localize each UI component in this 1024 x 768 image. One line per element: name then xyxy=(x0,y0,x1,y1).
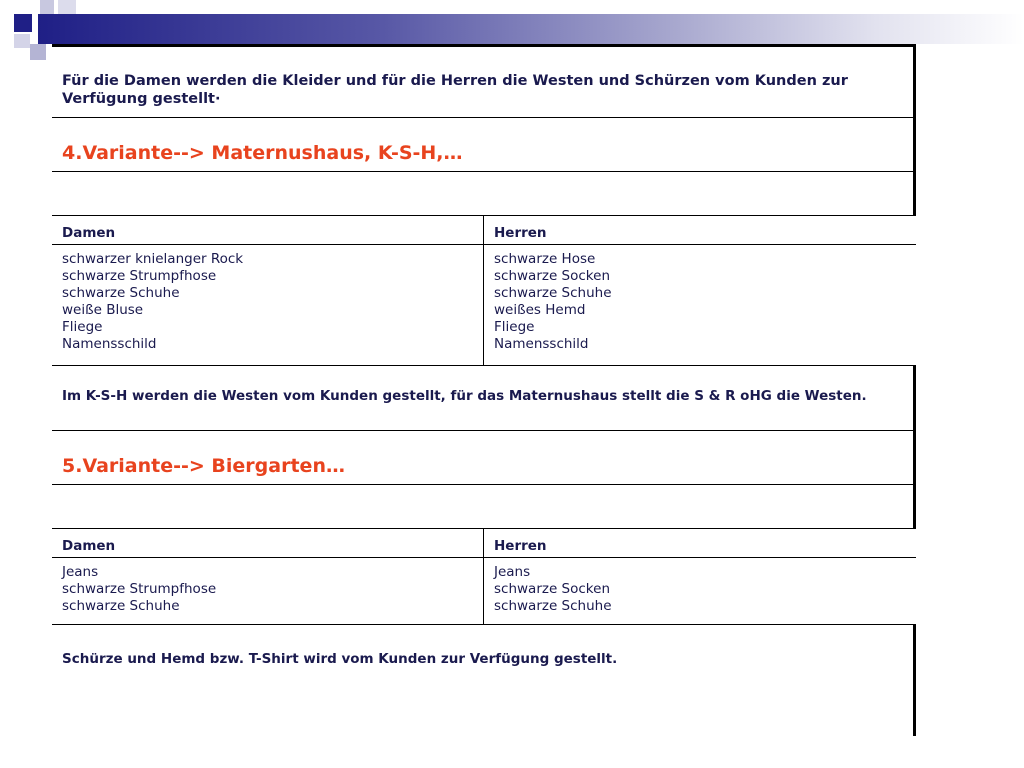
document-content xyxy=(52,44,916,736)
list-item: Jeans xyxy=(62,564,99,580)
herren-header-cell xyxy=(484,216,916,244)
decor-square-light xyxy=(14,34,30,48)
header-gradient-bar xyxy=(38,14,1024,44)
decor-square-light xyxy=(40,0,54,14)
herren-header: Herren xyxy=(494,538,547,554)
list-item: schwarze Schuhe xyxy=(62,285,180,301)
decor-square-dark xyxy=(14,14,32,32)
intro-box xyxy=(52,44,916,118)
list-item: schwarze Schuhe xyxy=(62,598,180,614)
variant4-title: 4.Variante--> Maternushaus, K-S-H,… xyxy=(62,142,463,164)
damen-header: Damen xyxy=(62,225,116,241)
variant4-empty-row xyxy=(52,172,916,216)
list-item: schwarze Socken xyxy=(494,581,611,597)
variant5-table-body xyxy=(52,558,916,624)
decor-square-light xyxy=(30,44,46,60)
list-item: Fliege xyxy=(494,319,535,335)
variant5-note: Schürze und Hemd bzw. T-Shirt wird vom Kunden zur Verfügung gestellt. xyxy=(62,651,618,667)
list-item: Namensschild xyxy=(494,336,589,352)
damen-header-cell xyxy=(52,216,484,244)
list-item: schwarzer knielanger Rock xyxy=(62,251,244,267)
variant4-note: Im K-S-H werden die Westen vom Kunden gestellt, für das Maternushaus stellt die S & R oHG die Westen. xyxy=(62,388,867,404)
variant4-table-header xyxy=(52,216,916,245)
variant5-table-header xyxy=(52,529,916,558)
variant5-heading-row xyxy=(52,431,916,485)
list-item: schwarze Hose xyxy=(494,251,596,267)
intro-text: Für die Damen werden die Kleider und für die Herren die Westen und Schürzen vom Kunden zur Verfügung gestellt· xyxy=(62,73,848,107)
list-item: weißes Hemd xyxy=(494,302,586,318)
variant5-empty-row xyxy=(52,485,916,529)
list-item: schwarze Schuhe xyxy=(494,285,612,301)
damen-header: Damen xyxy=(62,538,116,554)
herren-header: Herren xyxy=(494,225,547,241)
herren-list xyxy=(484,245,916,365)
herren-list xyxy=(484,558,916,624)
damen-list xyxy=(52,245,484,365)
list-item: weiße Bluse xyxy=(62,302,144,318)
list-item: Namensschild xyxy=(62,336,157,352)
variant4-note-box xyxy=(52,365,916,431)
variant5-note-box xyxy=(52,624,916,736)
decor-square-light xyxy=(58,0,76,14)
damen-header-cell xyxy=(52,529,484,557)
list-item: schwarze Schuhe xyxy=(494,598,612,614)
list-item: schwarze Strumpfhose xyxy=(62,581,217,597)
list-item: Jeans xyxy=(494,564,531,580)
damen-list xyxy=(52,558,484,624)
list-item: schwarze Strumpfhose xyxy=(62,268,217,284)
list-item: schwarze Socken xyxy=(494,268,611,284)
variant4-table-body xyxy=(52,245,916,365)
variant5-title: 5.Variante--> Biergarten… xyxy=(62,455,345,477)
herren-header-cell xyxy=(484,529,916,557)
list-item: Fliege xyxy=(62,319,103,335)
variant4-heading-row xyxy=(52,118,916,172)
